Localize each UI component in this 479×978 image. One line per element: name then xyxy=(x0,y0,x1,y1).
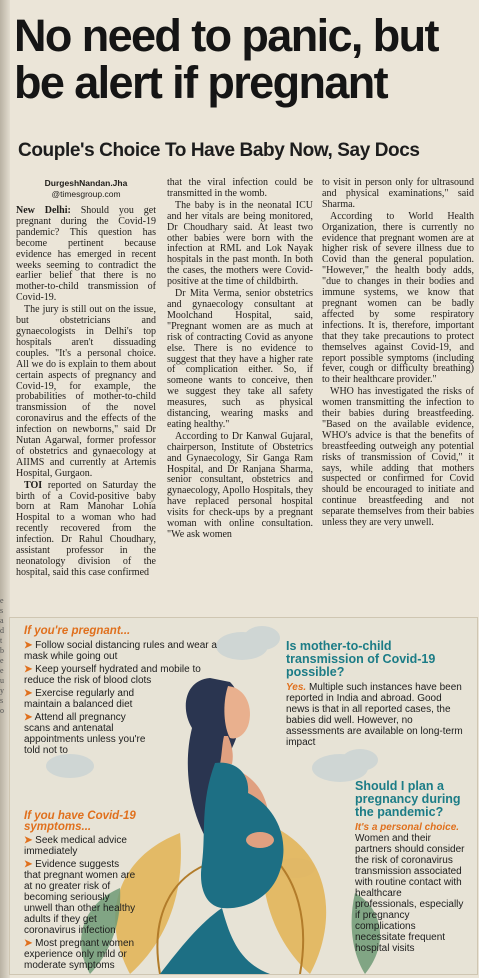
dateline: New Delhi: xyxy=(16,205,71,216)
covid-heading-2: symptoms... xyxy=(24,821,92,833)
pregnant-heading: If you're pregnant... xyxy=(24,625,131,637)
adjacent-column-stub: e s a d t b e e u y s o xyxy=(0,596,4,715)
arrow-icon: ➤ xyxy=(24,664,33,675)
arrow-icon: ➤ xyxy=(24,835,33,846)
tip-item: ➤ Attend all pregnancy scans and antenatal appointments unless you're told not to xyxy=(24,712,146,756)
tip-item: ➤ Evidence suggests that pregnant women are at no greater risk of becoming seriously unwell than other healthy adults if they get coronavirus infection xyxy=(24,859,136,936)
byline-email: @timesgroup.com xyxy=(51,189,121,199)
paragraph: TOI reported on Saturday the birth of a Covid-positive baby born at Ram Manohar Lohia Hospital to a woman who had recently recovered from the infection. Dr Rahul Choudhary, assistant professor in the neonatology division of the hospital, said this case confirmed xyxy=(16,479,156,578)
hand-shape xyxy=(246,832,274,848)
arrow-icon: ➤ xyxy=(24,688,33,699)
paragraph: According to Dr Kanwal Gujaral, chairperson, Institute of Obstetrics and Gynaecology, Sir Ganga Ram Hospital, and Dr Ranjana Sharma, senior consultant, obstetrics and gynaecology, Apollo Hospitals, they have replaced personal hospital visits for check-ups by a pregnant woman with online consultation. "We ask women xyxy=(167,430,313,540)
paragraph: The baby is in the neonatal ICU and her vitals are being monitored, Dr Choudhary said. At least two other babies were born with the infection at RML and Lok Nayak hospitals in the past month. In both the cases, the mothers were Covid-positive at the time of childbirth. xyxy=(167,199,313,288)
plan-pregnancy-section xyxy=(355,780,465,954)
arrow-icon: ➤ xyxy=(24,859,33,870)
plan-pregnancy-answer: It's a personal choice. Women and their partners should consider the risk of coronavirus transmission associated with routine contact with healthcare professionals, especially if pregnancy complications necessitate frequent hospital visits xyxy=(355,822,465,954)
covid-heading-1: If you have Covid-19 xyxy=(24,810,136,822)
tip-item: ➤ Most pregnant women experience only mild or moderate symptoms xyxy=(24,938,135,971)
tip-item: ➤ Follow social distancing rules and wear a mask while going out xyxy=(24,640,217,662)
article-column-3 xyxy=(322,178,474,530)
arrow-icon: ➤ xyxy=(24,712,33,723)
paragraph: New Delhi: Should you get pregnant during the Covid-19 pandemic? This question has become pertinent because evidence has emerged in recent weeks seeming to contradict the earlier belief that there is no mother-to-child transmission of Covid-19. xyxy=(16,205,156,304)
tip-item: ➤ Keep yourself hydrated and mobile to reduce the risk of blood clots xyxy=(24,664,201,686)
article-column-2 xyxy=(167,178,313,542)
publication-mention: TOI xyxy=(24,479,43,491)
transmission-question-section xyxy=(286,640,466,748)
headline xyxy=(14,12,476,106)
transmission-heading: Is mother-to-child transmission of Covid-19 possible? xyxy=(286,639,436,679)
transmission-answer: Yes. Multiple such instances have been reported in India and abroad. Good news is that in all reported cases, the babies did well. However, no assessments are available on long-term impact xyxy=(286,682,463,748)
paragraph: to visit in person only for ultrasound and physical examinations," said Sharma. xyxy=(322,177,474,210)
subheadline: Couple's Choice To Have Baby Now, Say Docs xyxy=(18,140,420,161)
tip-item: ➤ Exercise regularly and maintain a balanced diet xyxy=(24,688,135,710)
arrow-icon: ➤ xyxy=(24,938,33,949)
pregnant-tips-section xyxy=(24,626,224,758)
headline-line-1: No need to panic, but xyxy=(14,10,438,61)
paragraph: WHO has investigated the risks of women transmitting the infection to their babies during breastfeeding. "Based on the available evidence, WHO's advice is that the benefits of breastfeeding outweigh any potential risks of transmission of Covid," it says, while adding that mothers suspected or confirmed for Covid should be encouraged to initiate and continue breastfeeding and not separate themselves from their babies unless they are very unwell. xyxy=(322,386,474,529)
byline-name: DurgeshNandan.Jha xyxy=(44,178,128,188)
headline-line-2: be alert if pregnant xyxy=(14,57,388,108)
paragraph: According to World Health Organization, there is currently no evidence that pregnant women are at higher risk of severe illness due to Covid than the general population. "However," the health body adds, "due to changes in their bodies and immune systems, we know that pregnant women can be badly affected by some respiratory infections. It is, therefore, important that they take precautions to protect themselves against Covid-19, and report possible symptoms (including fever, cough or difficulty breathing) to their healthcare provider." xyxy=(322,210,474,386)
article-column-1 xyxy=(16,178,156,580)
tip-item: ➤ Seek medical advice immediately xyxy=(24,835,127,857)
paragraph: The jury is still out on the issue, but obstetricians and gynaecologists in Delhi's top hospitals aren't dissuading couples. "It's a personal choice. All we do is explain to them about certain aspects of pregnancy and Covid-19, for example, the probabilities of mother-to-child transmission of the novel coronavirus and the effects of the infection on newborns," said Dr Nutan Agarwal, former professor of obstetrics and gynaecology at AIIMS and currently at Artemis Hospital, Gurgaon. xyxy=(16,304,156,479)
arrow-icon: ➤ xyxy=(24,640,33,651)
paragraph: Dr Mita Verma, senior obstetrics and gynaecology consultant at Moolchand Hospital, said, "Pregnant women are as much at risk of contracting Covid as anyone else. There is no evidence to suggest that they have a higher rate of complication either. So, if someone wants to conceive, then we suggest they take all safety measures, such as physical distancing, wearing masks and eating healthy." xyxy=(167,288,313,430)
plan-pregnancy-heading: Should I plan a pregnancy during the pandemic? xyxy=(355,779,461,819)
infographic-box xyxy=(9,617,478,975)
face-shape xyxy=(224,686,250,739)
covid-symptoms-section xyxy=(24,811,136,973)
paragraph: that the viral infection could be transmitted in the womb. xyxy=(167,177,313,199)
